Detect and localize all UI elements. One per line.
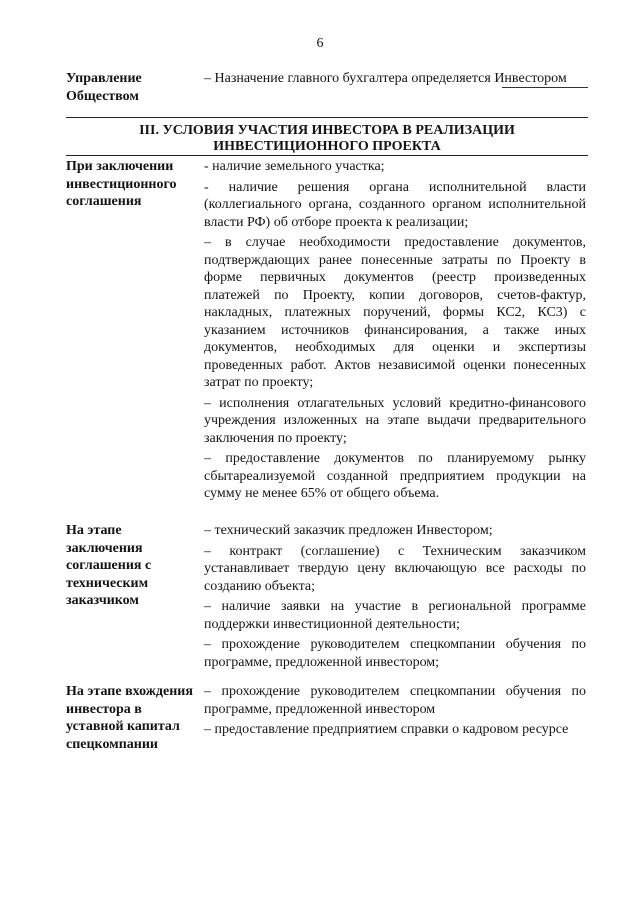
condition-label-technical-customer: На этапе заключения соглашения с техническим заказчиком <box>66 523 152 608</box>
condition-item: – технический заказчик предложен Инвестором; <box>204 523 493 538</box>
condition-text-technical-customer <box>204 522 586 671</box>
section-bottom-rule <box>66 155 588 156</box>
condition-label-capital-entry: На этапе вхождения инвестора в уставной капитал спецкомпании <box>66 684 193 752</box>
management-text <box>204 70 586 88</box>
condition-item: – прохождение руководителем спецкомпании обучения по программе, предложенной инвестором <box>204 684 586 717</box>
condition-item: – предоставление предприятием справки о кадровом ресурсе <box>204 722 569 737</box>
condition-text-capital-entry <box>204 683 586 739</box>
condition-item: – наличие заявки на участие в региональной программе поддержки инвестиционной деятельности; <box>204 599 586 632</box>
condition-item: – в случае необходимости предоставление документов, подтверждающих ранее понесенные затраты по Проекту в форме первичных документов (реестр произведенных платежей по Проекту, копии договоров, счетов-фактур, накладных, платежных поручений, формы КС2, КС3) с указанием источников финансирования, а также иных документов, необходимых для оценки и экспертизы проведенных работ. Актов независимой оценки понесенных затрат по проекту; <box>204 235 586 390</box>
management-label: Управление Обществом <box>66 71 142 104</box>
condition-item: – прохождение руководителем спецкомпании обучения по программе, предложенной инвестором; <box>204 637 586 670</box>
condition-label-agreement: При заключении инвестиционного соглашения <box>66 159 177 209</box>
section-title: III. УСЛОВИЯ УЧАСТИЯ ИНВЕСТОРА В РЕАЛИЗАЦИИ ИНВЕСТИЦИОННОГО ПРОЕКТА <box>139 123 515 154</box>
condition-item: - наличие земельного участка; <box>204 159 385 174</box>
condition-item: - наличие решения органа исполнительной власти (коллегиального органа, созданного органом исполнительной власти РФ) об отборе проекта к реализации; <box>204 179 586 230</box>
management-paragraph: – Назначение главного бухгалтера определяется Инвестором <box>204 71 567 86</box>
signature-line <box>502 87 588 88</box>
condition-text-agreement <box>204 158 586 503</box>
condition-item: – контракт (соглашение) с Техническим заказчиком устанавливает твердую цену включающую все расходы по созданию объекта; <box>204 543 586 594</box>
section-top-rule <box>66 117 588 118</box>
condition-item: – исполнения отлагательных условий кредитно-финансового учреждения изложенных на этапе выдачи предварительного заключения по проекту; <box>204 395 586 446</box>
condition-item: – предоставление документов по планируемому рынку сбытареализуемой созданной предприятием продукции на сумму не менее 65% от общего объема. <box>204 451 586 501</box>
page-number: 6 <box>316 36 324 51</box>
